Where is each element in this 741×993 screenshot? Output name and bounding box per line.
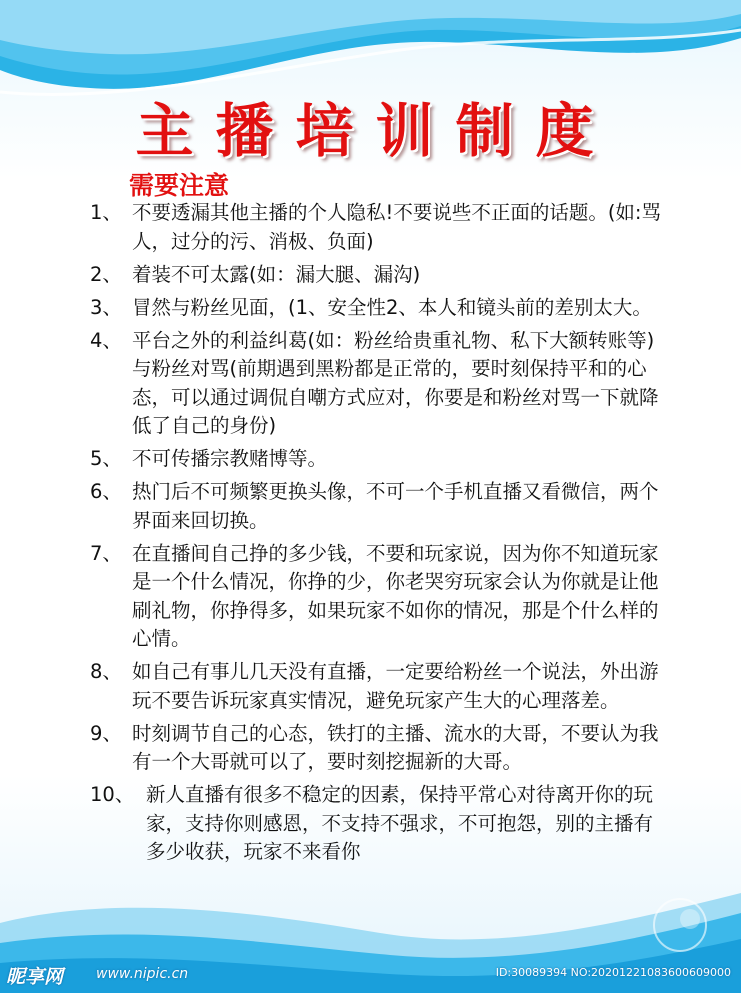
rule-number: 10、 [90,783,135,806]
rule-text: 新人直播有很多不稳定的因素，保持平常心对待离开你的玩家，支持你则感恩，不支持不强求，不可抱怨，别的主播有多少收获，玩家不来看你 [146,783,654,863]
rule-item-10 [90,781,670,867]
rule-number: 3、 [90,295,122,319]
rule-item-9 [90,720,670,777]
rule-number: 4、 [90,328,122,352]
rules-list [90,199,670,871]
rule-item-7 [90,540,670,654]
rule-text: 如自己有事儿几天没有直播，一定要给粉丝一个说法，外出游玩不要告诉玩家真实情况，避免玩家产生大的心理落差。 [132,660,659,712]
rule-text: 时刻调节自己的心态，铁打的主播、流水的大哥，不要认为我有一个大哥就可以了，要时刻挖掘新的大哥。 [132,721,659,773]
rule-item-4 [90,327,670,441]
watermark-logo: 昵享网 [6,966,64,988]
rule-text: 热门后不可频繁更换头像，不可一个手机直播又看微信，两个界面来回切换。 [132,480,659,532]
rule-number: 7、 [90,541,122,565]
rule-text: 不可传播宗教赌博等。 [132,447,328,470]
rule-text: 着装不可太露(如：漏大腿、漏沟) [132,262,421,286]
rule-item-2 [90,261,670,290]
rule-number: 2、 [90,262,122,286]
rule-text: 不要透漏其他主播的个人隐私!不要说些不正面的话题。(如:骂人，过分的污、消极、负面) [132,201,661,253]
rule-text: 平台之外的利益纠葛(如：粉丝给贵重礼物、私下大额转账等)与粉丝对骂(前期遇到黑粉都是正常的，要时刻保持平和的心态，可以通过调侃自嘲方式应对，你要是和粉丝对骂一下就降低了自己的身份) [132,328,659,437]
rule-text: 冒然与粉丝见面，(1、安全性2、本人和镜头前的差别太大。 [132,295,652,319]
rule-number: 8、 [90,660,122,683]
rule-number: 9、 [90,721,122,745]
rule-number: 1、 [90,201,122,224]
rule-number: 5、 [90,447,122,470]
section-subtitle: 需要注意 [129,171,230,200]
rule-item-1 [90,199,670,256]
rule-text: 在直播间自己挣的多少钱，不要和玩家说，因为你不知道玩家是一个什么情况，你挣的少，你老哭穷玩家会认为你就是让他刷礼物，你挣得多，如果玩家不如你的情况，那是个什么样的心情。 [132,541,659,650]
rule-number: 6、 [90,480,122,503]
watermark-id: ID:30089394 NO:20201221083600609000 [495,966,731,979]
rule-item-8 [90,658,670,715]
watermark-url: www.nipic.cn [96,966,189,982]
rule-item-6 [90,478,670,535]
page-title: 主播培训制度 [135,97,616,165]
rule-item-3 [90,294,670,323]
rule-item-5 [90,445,670,474]
